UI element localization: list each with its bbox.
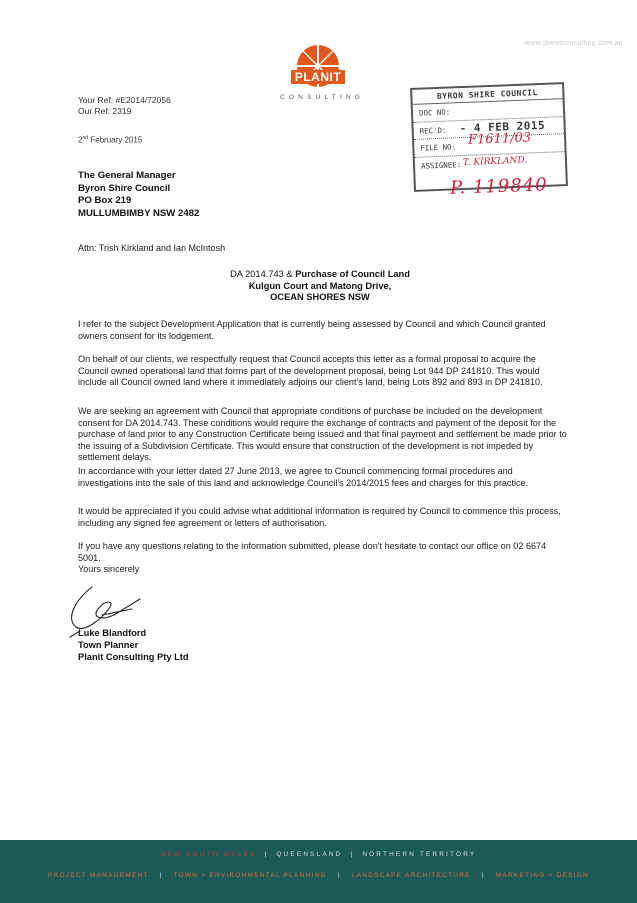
footer-regions <box>0 851 637 858</box>
footer-separator: | <box>337 872 341 879</box>
stamp-recd-label: REC'D: <box>419 125 447 136</box>
signatory-company: Planit Consulting Pty Ltd <box>78 652 189 663</box>
body-paragraph: It would be appreciated if you could advise what additional information is required by Council to commence this process, including any signed fee agreement or letters of authorisation. <box>78 506 561 528</box>
subject-line-3: OCEAN SHORES NSW <box>270 292 370 302</box>
footer-banner <box>0 840 637 903</box>
letter-date <box>78 135 142 145</box>
region-qld: QUEENSLAND <box>276 851 343 858</box>
signatory-name: Luke Blandford <box>78 628 147 638</box>
stamp-file-label: FILE NO: <box>420 142 457 153</box>
footer-separator: | <box>350 851 355 858</box>
subject-prefix: DA 2014.743 & <box>230 269 296 279</box>
stamp-recd-value: - 4 FEB 2015 <box>459 118 546 135</box>
closing-salutation: Yours sincerely <box>78 564 140 574</box>
address-line-2: Byron Shire Council <box>78 182 171 194</box>
body-paragraph: On behalf of our clients, we respectfully request that Council accepts this letter as a formal proposal to acquire the Council owned operational land that forms part of the development proposal, being Lot 944 DP 241810. This would include all Council owned land where it immediately adjoins our client's land, being Lots 892 and 893 in DP 241810. <box>78 354 543 387</box>
service-landscape: LANDSCAPE ARCHITECTURE <box>351 872 471 879</box>
handwritten-page-ref: P. 119840 <box>449 174 548 199</box>
body-paragraph: We are seeking an agreement with Council that appropriate conditions of purchase be included on the development consent for DA 2014.743. These conditions would require the exchange of contracts and payment of the deposit for the purchase of land prior to any Construction Certificate being issued and that final payment and settlement be made prior to the issuing of a Subdivision Certificate. This would ensure that construction of the development is not impeded by settlement delays. <box>78 406 567 462</box>
service-planning: TOWN + ENVIRONMENTAL PLANNING <box>173 872 327 879</box>
stamp-file-value: F1611/03 <box>467 130 532 148</box>
service-marketing: MARKETING + DESIGN <box>495 872 589 879</box>
region-nsw: NEW SOUTH WALES <box>160 851 257 858</box>
date-rest: February 2015 <box>88 135 143 145</box>
signatory-title: Town Planner <box>78 640 139 651</box>
subject-line-1 <box>150 269 490 281</box>
planit-logo <box>276 44 365 101</box>
your-ref: Your Ref: #E2014/72056 <box>78 95 171 105</box>
recipient-address <box>78 170 199 220</box>
logo-subtitle: CONSULTING <box>280 94 365 101</box>
footer-separator: | <box>481 872 485 879</box>
date-suffix: nd <box>82 135 89 141</box>
attention-line: Attn: Trish Kirkland and Ian McIntosh <box>78 243 226 253</box>
reference-block <box>78 95 171 117</box>
stamp-assignee-value: T. KIRKLAND. <box>462 155 528 168</box>
website-url: www.planitconsulting.com.au <box>525 40 623 47</box>
stamp-title: BYRON SHIRE COUNCIL <box>412 84 562 105</box>
body-paragraph: In accordance with your letter dated 27 June 2013, we agree to Council commencing formal procedures and investigations into the sale of this land and acknowledge Council's 2014/2015 fees and charges for this practice. <box>78 466 529 488</box>
region-nt: NORTHERN TERRITORY <box>362 851 477 858</box>
signature-block <box>78 627 189 664</box>
footer-separator: | <box>264 851 269 858</box>
address-line-3: PO Box 219 <box>78 195 132 206</box>
our-ref: Our Ref: 2319 <box>78 106 132 116</box>
body-paragraph: If you have any questions relating to the information submitted, please don't hesitate to contact our office on 02 6674 5001. <box>78 541 547 563</box>
service-project-management: PROJECT MANAGEMENT <box>48 872 149 879</box>
address-line-4: MULLUMBIMBY NSW 2482 <box>78 207 200 219</box>
stamp-doc-label: DOC NO: <box>418 107 451 118</box>
footer-separator: | <box>159 872 163 879</box>
subject-line-2: Kulgun Court and Matong Drive, <box>248 280 392 291</box>
subject-emphasis: Purchase of Council Land <box>295 269 410 279</box>
subject-heading <box>150 269 490 304</box>
date-day: 2 <box>78 135 83 145</box>
body-paragraph: I refer to the subject Development Application that is currently being assessed by Council and which Council granted owners consent for its lodgement. <box>78 319 546 341</box>
stamp-assignee-label: ASSIGNEE: <box>420 159 462 171</box>
address-line-1: The General Manager <box>78 170 176 181</box>
footer-services <box>0 872 637 879</box>
logo-wordmark: PLANIT <box>291 70 345 84</box>
